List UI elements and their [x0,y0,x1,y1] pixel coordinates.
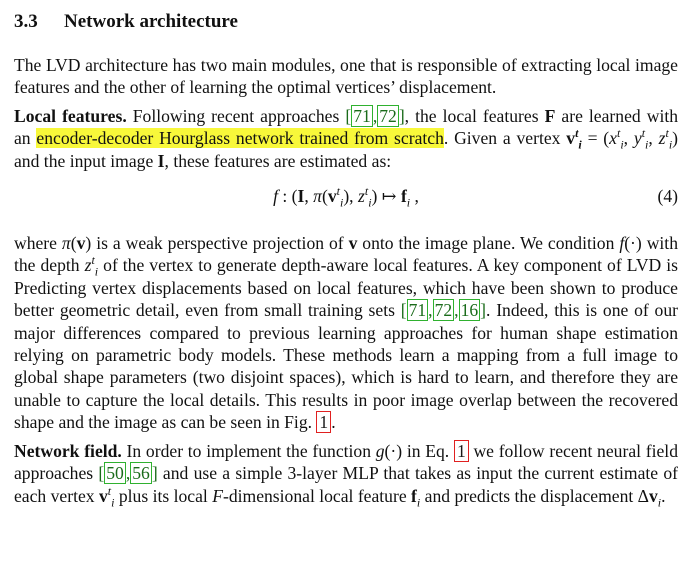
equation-ref-link[interactable]: 1 [454,440,469,462]
citation-link[interactable]: 72 [434,300,453,321]
section-heading [14,8,678,36]
figure-ref-link[interactable]: 1 [316,411,331,433]
highlighted-text: encoder-decoder Hourglass network trained from scratch [36,128,444,149]
equation-4 [14,178,678,224]
discussion-paragraph: where π(v) is a weak perspective projection of v onto the image plane. We condition f(·) with the depth $z^t_i$ of the vertex to generate depth-aware local features. A key component of LVD is Predicting vertex displacements based on local features, which have been shown to produce better geometric detail, even from small training sets [ 71 , 72 , 16 ]. Indeed, this is one of our major differences compared to previous learning approaches for human shape estimation relying on parametric body models. These methods learn a mapping from a full image to global shape parameters (two disjoint spaces), which is hard to learn, and therefore they are unable to capture the local details. This results in poor image overlap between the recovered shape and the image as can be seen in Fig. 1 . [14,233,678,433]
equation-body: f : (I, $\pi(v^t_i)$, $z^t_i$) ↦ $f_i$ , [273,184,419,210]
citation-link[interactable]: 16 [460,300,479,321]
intro-paragraph: The LVD architecture has two main modules, one that is responsible of extracting local image features and the other of learning the optimal vertices’ displacement. [14,55,678,98]
citation-link[interactable]: 71 [353,105,371,126]
citation-link[interactable]: 50 [106,463,124,484]
symbol-I: I [157,150,165,171]
local-features-paragraph: Local features. Following recent approaches [ 71 , 72 ], the local features F are learned with an encoder-decoder Hourglass network trained from scratch. Given a vertex $v^t_i = (x^t_i$, $y^t_i$, $z^t_i$) and the input image I, these features are estimated as: [14,105,679,171]
citation[interactable]: [ 71 , 72 ] [345,105,405,126]
citation[interactable]: [ 50 , 56 ] [98,463,158,484]
citation-link[interactable]: 71 [408,300,427,321]
symbol-F: F [544,105,556,126]
page-content [14,8,679,510]
section-number: 3.3 [14,11,38,32]
vertex-symbol: $v^t_i$ [566,126,582,152]
equation-number: (4) [657,186,678,207]
section-title: Network architecture [64,11,238,32]
citation-link[interactable]: 56 [132,463,150,484]
citation-link[interactable]: 72 [379,105,397,126]
network-field-paragraph: Network field. In order to implement the function g(·) in Eq. 1 we follow recent neural field approaches [ 50 , 56 ] and use a simple 3-layer MLP that takes as input the current estimate of each vertex $v^t_i$ plus its local F-dimensional local feature $f_i$ and predicts the displacement $\Delta v_i$. [14,440,678,510]
network-field-runin: Network field. [14,440,122,461]
citation[interactable]: [ 71 , 72 , 16 ] [400,300,487,321]
local-features-runin: Local features. [14,105,127,126]
